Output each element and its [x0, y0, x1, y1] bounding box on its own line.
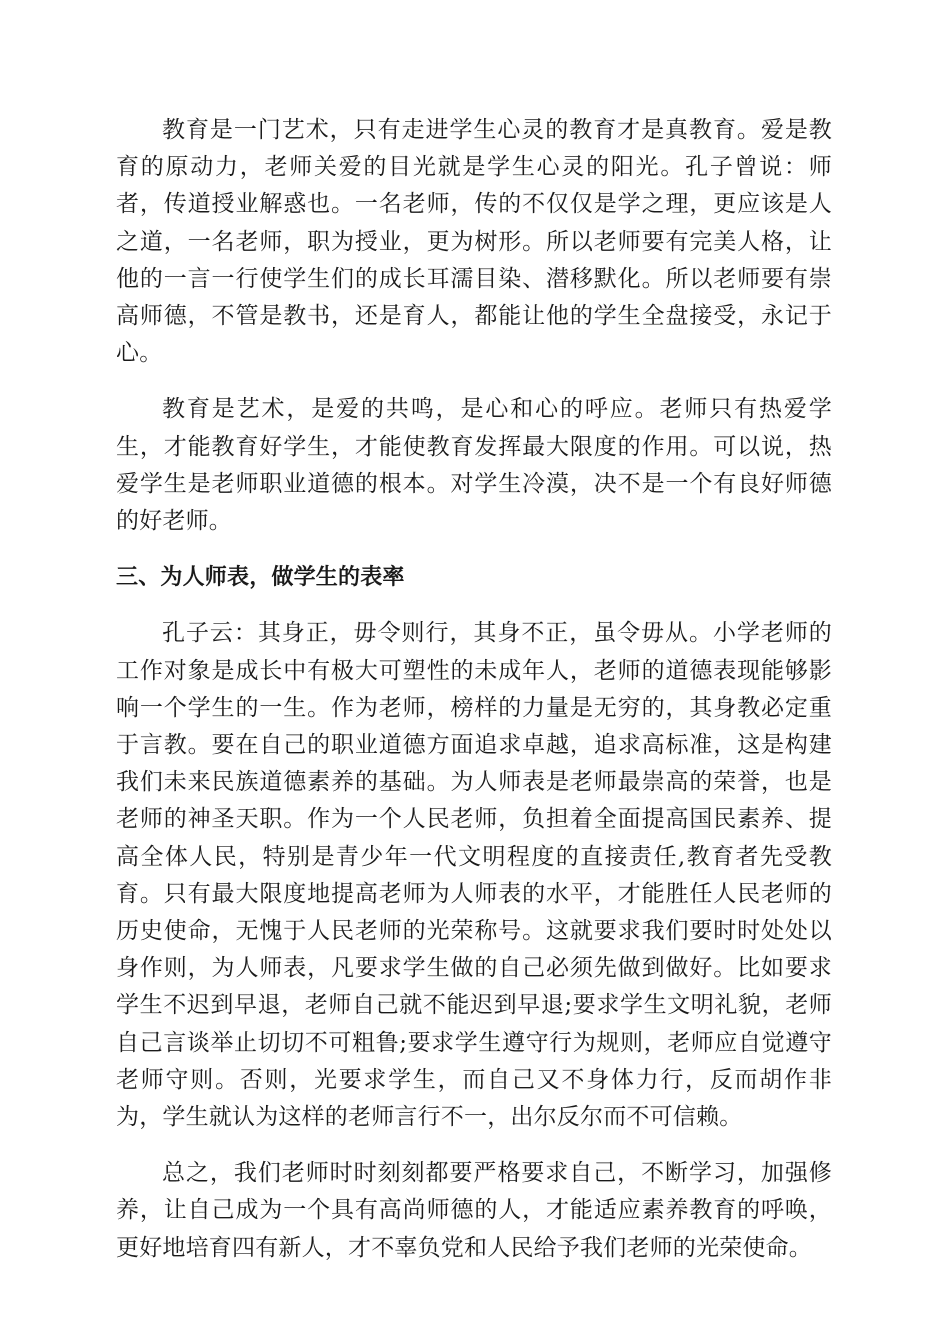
section-heading: 三、为人师表，做学生的表率 [116, 565, 405, 591]
paragraph-role-model: 孔子云：其身正，毋令则行，其身不正，虽令毋从。小学老师的工作对象是成长中有极大可塑性的未成年人，老师的道德表现能够影响一个学生的一生。作为老师，榜样的力量是无穷的，其身教必定重于言教。要在自己的职业道德方面追求卓越，追求高标准，这是构建我们未来民族道德素养的基础。为人师表是老师最崇高的荣誉，也是老师的神圣天职。作为一个人民老师，负担着全面提高国民素养、提高全体人民，特别是青少年一代文明程度的直接责任,教育者先受教育。只有最大限度地提高老师为人师表的水平，才能胜任人民老师的历史使命，无愧于人民老师的光荣称号。这就要求我们要时时处处以身作则，为人师表，凡要求学生做的自己必须先做到做好。比如要求学生不迟到早退，老师自己就不能迟到早退;要求学生文明礼貌，老师自己言谈举止切切不可粗鲁;要求学生遵守行为规则，老师应自觉遵守老师守则。否则，光要求学生，而自己又不身体力行，反而胡作非为，学生就认为这样的老师言行不一，出尔反尔而不可信赖。 [116, 620, 832, 1131]
document-body [116, 112, 832, 1286]
paragraph-art-of-education: 教育是一门艺术，只有走进学生心灵的教育才是真教育。爱是教育的原动力，老师关爱的目光就是学生心灵的阳光。孔子曾说：师者，传道授业解惑也。一名老师，传的不仅仅是学之理，更应该是人之道，一名老师，职为授业，更为树形。所以老师要有完美人格，让他的一言一行使学生们的成长耳濡目染、潜移默化。所以老师要有崇高师德，不管是教书，还是育人，都能让他的学生全盘接受，永记于心。 [116, 117, 832, 367]
paragraph-love-resonance: 教育是艺术，是爱的共鸣，是心和心的呼应。老师只有热爱学生，才能教育好学生，才能使教育发挥最大限度的作用。可以说，热爱学生是老师职业道德的根本。对学生冷漠，决不是一个有良好师德的好老师。 [116, 396, 832, 535]
paragraph-conclusion: 总之，我们老师时时刻刻都要严格要求自己，不断学习，加强修养，让自己成为一个具有高尚师德的人，才能适应素养教育的呼唤，更好地培育四有新人，才不辜负党和人民给予我们老师的光荣使命。 [116, 1160, 832, 1261]
